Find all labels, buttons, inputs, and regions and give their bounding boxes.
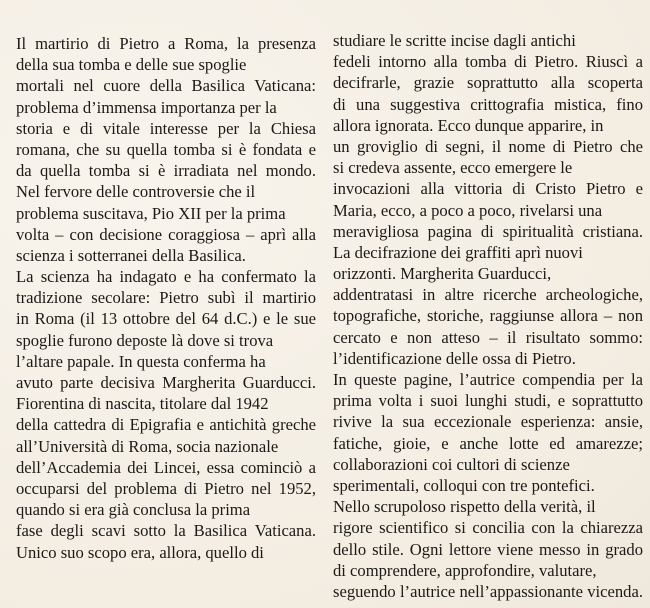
text-line: in Roma (il 13 ottobre del 64 d.C.) e le sue <box>16 309 316 329</box>
text-line: Il martirio di Pietro a Roma, la presenza <box>16 34 316 53</box>
text-line: quando si era già conclusa la prima <box>16 500 251 520</box>
text-line: fedeli intorno alla tomba di Pietro. Riuscì a <box>333 52 643 72</box>
text-line: l’altare papale. In questa conferma ha <box>16 351 266 371</box>
text-line: mortali nel cuore della Basilica Vaticana: <box>16 76 316 96</box>
text-line: studiare le scritte incise dagli antichi <box>333 31 576 50</box>
text-line: occuparsi del problema di Pietro nel 1952, <box>16 478 316 498</box>
text-line: seguendo l’autrice nell’appassionante vicenda. <box>333 581 643 601</box>
text-line: collaborazioni coi cultori di scienze <box>333 454 570 474</box>
text-line: avuto parte decisiva Margherita Guarducci. <box>16 373 316 392</box>
text-line: fatiche, gioie, e anche lotte ed amarezze; <box>333 433 643 453</box>
text-line: della cattedra di Epigrafia e antichità greche <box>16 415 316 435</box>
text-line: Unico suo scopo era, allora, quello di <box>16 542 264 562</box>
text-line: l’identificazione delle ossa di Pietro. <box>333 348 576 368</box>
text-line: volta – con decisione coraggiosa – aprì alla <box>16 224 316 244</box>
right-text-column <box>333 30 643 602</box>
text-line: romana, che su quella tomba si è fondata e <box>16 139 316 159</box>
text-line: allora ignorata. Ecco dunque apparire, in <box>333 115 604 135</box>
text-line: topografiche, storiche, raggiunse allora – non <box>333 306 643 326</box>
text-line: dell’Accademia dei Lincei, essa cominciò a <box>16 457 316 477</box>
left-text-column <box>16 33 316 563</box>
text-line: cercato e non atteso – il risultato sommo: <box>333 327 643 347</box>
text-line: della sua tomba e delle sue spoglie <box>16 55 247 75</box>
text-line: invocazioni alla vittoria di Cristo Pietro e <box>333 179 643 199</box>
text-line: addentratasi in altre ricerche archeologiche, <box>333 285 643 305</box>
text-line: La scienza ha indagato e ha confermato la <box>16 267 316 287</box>
text-line: decifrarle, grazie soprattutto alla scoperta <box>333 73 643 93</box>
text-line: dello stile. Ogni lettore viene messo in grado <box>333 539 643 559</box>
text-line: sperimentali, colloqui con tre pontefici. <box>333 475 595 495</box>
text-line: problema suscitava, Pio XII per la prima <box>16 203 286 223</box>
text-line: storia e di vitale interesse per la Chiesa <box>16 118 316 138</box>
text-line: scienza i sotterranei della Basilica. <box>16 245 246 265</box>
text-line: all’Università di Roma, socia nazionale <box>16 436 279 456</box>
text-line: si credeva assente, ecco emergere le <box>333 158 573 178</box>
text-line: orizzonti. Margherita Guarducci, <box>333 264 552 284</box>
text-line: Maria, ecco, a poco a poco, rivelarsi una <box>333 200 603 220</box>
text-line: tradizione secolare: Pietro subì il martirio <box>16 288 316 308</box>
text-line: da quella tomba si è irradiata nel mondo. <box>16 161 316 181</box>
text-line: fase degli scavi sotto la Basilica Vaticana. <box>16 521 316 541</box>
text-line: problema d’immensa importanza per la <box>16 97 277 117</box>
text-line: Nel fervore delle controversie che il <box>16 182 256 202</box>
text-line: di comprendere, approfondire, valutare, <box>333 560 597 580</box>
text-line: meravigliosa pagina di spiritualità cristiana. <box>333 221 643 241</box>
text-line: rivive la sua eccezionale esperienza: ansie, <box>333 412 643 432</box>
text-line: di una suggestiva crittografia mistica, fino <box>333 94 643 114</box>
text-line: Fiorentina di nascita, titolare dal 1942 <box>16 394 269 414</box>
text-line: prima volta i suoi lunghi studi, e soprattutto <box>333 391 643 411</box>
text-line: rigore scientifico si concilia con la chiarezza <box>333 518 643 538</box>
text-line: Nello scrupoloso rispetto della verità, il <box>333 497 596 517</box>
text-line: In queste pagine, l’autrice compendia per la <box>333 370 643 389</box>
text-line: La decifrazione dei graffiti aprì nuovi <box>333 242 583 262</box>
text-line: un groviglio di segni, il nome di Pietro che <box>333 136 643 156</box>
text-line: spoglie furono deposte là dove si trova <box>16 330 274 350</box>
